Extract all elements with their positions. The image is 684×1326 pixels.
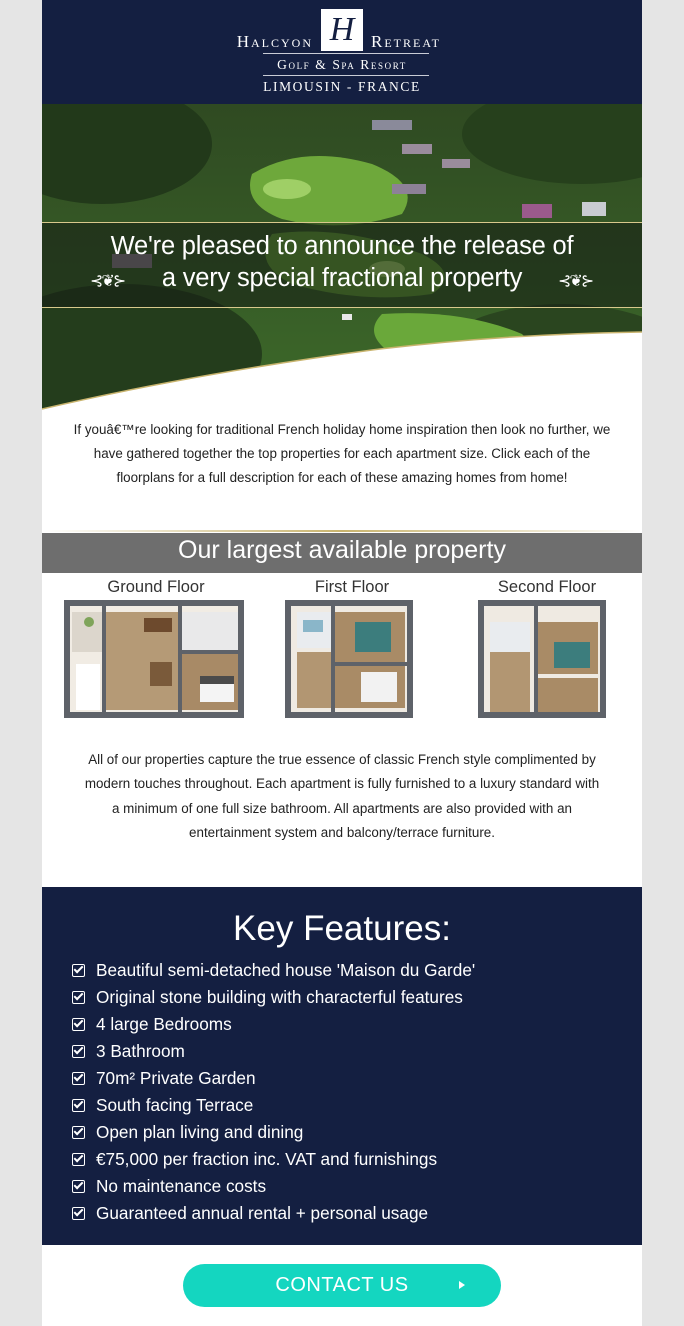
checkbox-icon <box>72 1045 85 1058</box>
feature-item: 4 large Bedrooms <box>72 1011 475 1038</box>
features-title: Key Features: <box>233 909 451 948</box>
header <box>42 0 642 104</box>
brand-subtitle: Golf & Spa Resort <box>277 57 407 72</box>
checkbox-icon <box>72 991 85 1004</box>
feature-item: 70m² Private Garden <box>72 1065 475 1092</box>
checkbox-icon <box>72 1018 85 1031</box>
contact-us-button[interactable] <box>183 1264 501 1307</box>
feature-item: South facing Terrace <box>72 1092 475 1119</box>
checkbox-icon <box>72 1207 85 1220</box>
checkbox-icon <box>72 1153 85 1166</box>
floor-label-second: Second Floor <box>497 578 597 596</box>
logo[interactable] <box>321 9 363 51</box>
feature-item: Original stone building with characterful features <box>72 984 475 1011</box>
play-arrow-icon <box>459 1281 465 1289</box>
divider <box>263 53 429 54</box>
section-header <box>42 533 642 573</box>
floor-label-ground: Ground Floor <box>107 578 205 596</box>
key-features-section <box>42 887 642 1245</box>
feature-item: 3 Bathroom <box>72 1038 475 1065</box>
checkbox-icon <box>72 1180 85 1193</box>
checkbox-icon <box>72 964 85 977</box>
brand-word-1: Halcyon <box>236 32 313 51</box>
contact-us-label: CONTACT US <box>275 1274 409 1296</box>
logo-letter: H <box>329 11 355 48</box>
feature-item: €75,000 per fraction inc. VAT and furnishings <box>72 1146 475 1173</box>
property-description: All of our properties capture the true essence of classic French style complimented by modern touches throughout. Each apartment is fully furnished to a luxury standard with a minimum of one full size bathroom. All apartments are also provided with an entertainment system and balcony/terrace furniture. <box>84 752 600 840</box>
first-floor-plan-image[interactable] <box>285 600 413 720</box>
email-container <box>42 0 642 1326</box>
brand-location: LIMOUSIN - FRANCE <box>263 79 421 94</box>
section-title: Our largest available property <box>178 536 506 564</box>
hero-banner[interactable] <box>42 104 642 416</box>
announcement-line-1: We're pleased to announce the release of <box>110 232 574 260</box>
checkbox-icon <box>72 1126 85 1139</box>
ground-floor-plan-image[interactable] <box>64 600 246 720</box>
feature-item: Guaranteed annual rental + personal usage <box>72 1200 475 1227</box>
flourish-left-icon: ⊰❦⊱ <box>90 273 125 290</box>
feature-item: No maintenance costs <box>72 1173 475 1200</box>
announcement-line-2: a very special fractional property <box>161 264 523 292</box>
announcement-overlay <box>42 222 642 308</box>
checkbox-icon <box>72 1099 85 1112</box>
second-floor-plan-image[interactable] <box>478 600 606 720</box>
divider <box>42 530 642 532</box>
divider <box>263 75 429 76</box>
brand-word-2: Retreat <box>371 32 441 51</box>
checkbox-icon <box>72 1072 85 1085</box>
features-list <box>72 957 475 1227</box>
intro-paragraph: If youâ€™re looking for traditional French holiday home inspiration then look no further, we have gathered together the top properties for each apartment size. Click each of the floorplans for a full description for each of these amazing homes from home! <box>73 422 611 486</box>
flourish-right-icon: ⊰❦⊱ <box>558 273 593 290</box>
feature-item: Beautiful semi-detached house 'Maison du Garde' <box>72 957 475 984</box>
feature-item: Open plan living and dining <box>72 1119 475 1146</box>
floor-label-first: First Floor <box>314 578 390 596</box>
